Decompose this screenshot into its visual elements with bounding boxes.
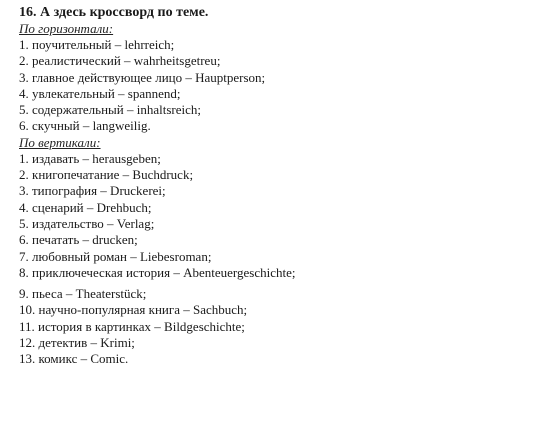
- down-list: [19, 151, 539, 281]
- across-list: [19, 37, 539, 135]
- document-page: [19, 5, 539, 368]
- list-item: 6. скучный – langweilig.: [19, 118, 151, 134]
- list-item: 5. издательство – Verlag;: [19, 215, 155, 231]
- list-item: 4. сценарий – Drehbuch;: [19, 199, 152, 215]
- across-label: По горизонтали:: [19, 21, 114, 36]
- list-item: 13. комикс – Comic.: [19, 351, 129, 367]
- list-item: 9. пьеса – Theaterstück;: [19, 286, 147, 302]
- list-item: 8. приключеческая история – Abenteuergeschichte;: [19, 264, 296, 280]
- list-item: 2. реалистический – wahrheitsgetreu;: [19, 53, 221, 69]
- list-item: 7. любовный роман – Liebesroman;: [19, 248, 212, 264]
- list-item: 4. увлекательный – spannend;: [19, 85, 181, 101]
- list-item: 1. поучительный – lehrreich;: [19, 37, 175, 52]
- list-item: 2. книгопечатание – Buchdruck;: [19, 167, 194, 183]
- list-item: 3. главное действующее лицо – Hauptperson;: [19, 69, 266, 85]
- down-label: По вертикали:: [19, 134, 101, 150]
- down-list-continued: [19, 286, 539, 367]
- exercise-title: 16. А здесь кроссворд по теме.: [19, 5, 209, 20]
- list-item: 6. печатать – drucken;: [19, 232, 138, 248]
- list-item: 1. издавать – herausgeben;: [19, 150, 161, 166]
- list-item: 10. научно-популярная книга – Sachbuch;: [19, 302, 248, 318]
- list-item: 12. детектив – Krimi;: [19, 335, 135, 351]
- list-item: 5. содержательный – inhaltsreich;: [19, 102, 201, 118]
- list-item: 11. история в картинках – Bildgeschichte;: [19, 318, 245, 334]
- list-item: 3. типография – Druckerei;: [19, 183, 166, 199]
